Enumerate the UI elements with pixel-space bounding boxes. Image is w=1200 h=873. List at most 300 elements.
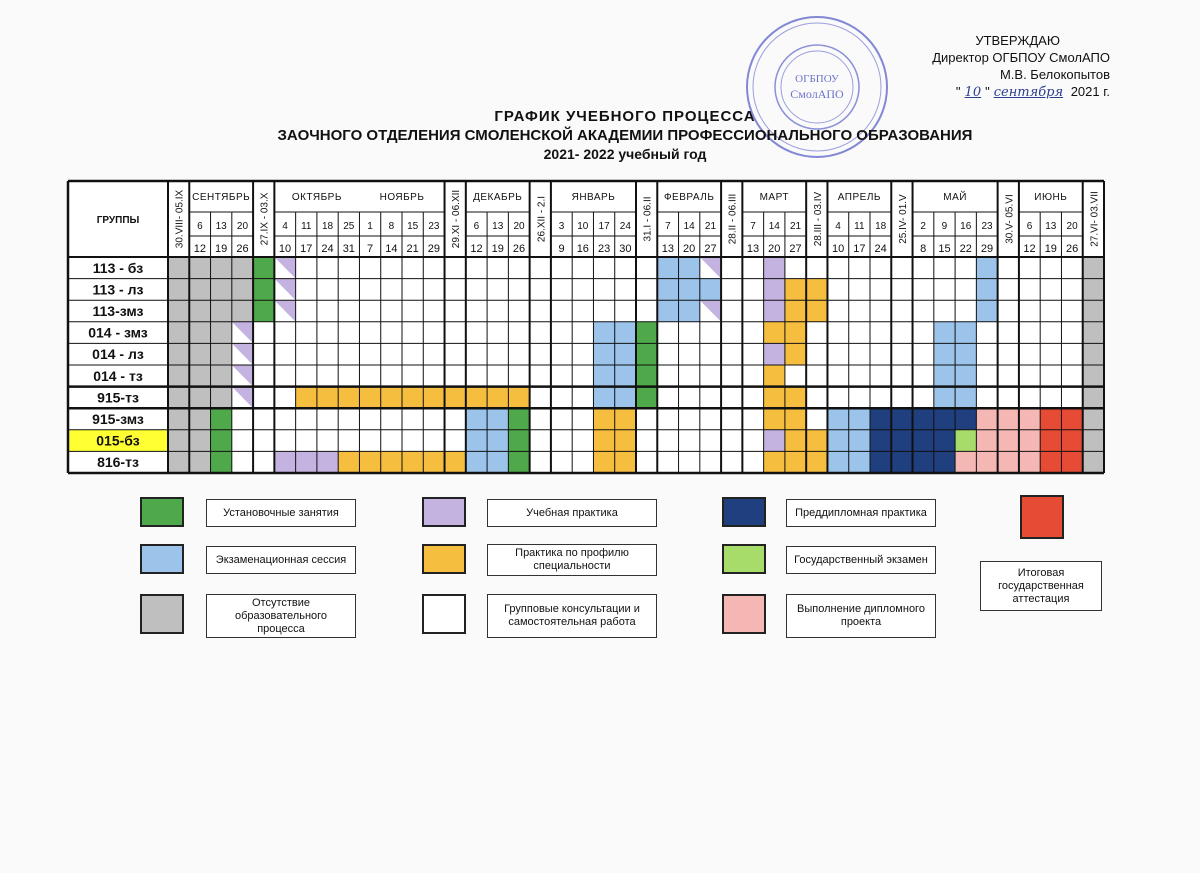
schedule-cell [764,300,785,322]
schedule-cell [572,279,593,301]
schedule-cell [806,257,827,279]
schedule-cell [1083,387,1104,409]
week-end-day: 26 [236,243,249,255]
schedule-cell [1019,343,1040,365]
schedule-cell [700,279,721,301]
schedule-cell [806,279,827,301]
legend-swatch-edu-practice [422,497,466,527]
schedule-cell [1019,279,1040,301]
schedule-cell [827,322,848,344]
schedule-cell [998,279,1019,301]
schedule-cell [1083,322,1104,344]
group-name: 816-тз [97,454,139,471]
week-end-day: 23 [597,243,611,255]
schedule-cell [976,322,997,344]
schedule-cell [487,343,508,365]
week-end-day: 9 [558,243,565,255]
schedule-cell [551,300,572,322]
schedule-cell [402,387,423,409]
schedule-cell [764,279,785,301]
schedule-cell [976,300,997,322]
week-start-day: 7 [750,221,756,232]
schedule-cell [806,300,827,322]
schedule-cell [274,343,295,365]
schedule-cell [955,451,976,473]
schedule-cell [679,279,700,301]
schedule-cell [849,408,870,430]
schedule-cell [445,387,466,409]
schedule-cell [806,430,827,452]
schedule-cell [1019,451,1040,473]
schedule-cell [849,257,870,279]
week-vertical-label: 31.I - 06.II [642,196,654,242]
schedule-cell [551,279,572,301]
schedule-cell [338,451,359,473]
schedule-cell [679,430,700,452]
schedule-cell [253,279,274,301]
schedule-cell [955,387,976,409]
schedule-cell [636,451,657,473]
legend-swatch-pre-diploma [722,497,766,527]
schedule-cell [636,322,657,344]
schedule-cell [700,451,721,473]
schedule-cell [466,451,487,473]
schedule-cell [296,322,317,344]
schedule-cell [168,365,189,387]
schedule-cell [445,257,466,279]
schedule-cell [764,408,785,430]
schedule-cell [359,322,380,344]
schedule-cell [381,279,402,301]
schedule-cell [955,322,976,344]
schedule-cell [679,300,700,322]
schedule-cell [381,387,402,409]
schedule-cell [423,387,444,409]
schedule-cell [359,451,380,473]
week-start-day: 18 [321,221,334,232]
week-end-day: 30 [619,243,632,255]
schedule-cell [232,257,253,279]
schedule-cell [764,365,785,387]
week-end-day: 27 [789,243,802,255]
schedule-cell [870,279,891,301]
schedule-cell [296,430,317,452]
schedule-cell [359,343,380,365]
schedule-cell [593,322,614,344]
date-year: 2021 г. [1070,84,1110,99]
schedule-cell [530,387,551,409]
schedule-cell [466,365,487,387]
schedule-cell [423,343,444,365]
legend-label-edu-practice: Учебная практика [487,499,657,527]
schedule-cell [274,322,295,344]
schedule-cell [189,279,210,301]
schedule-cell [976,365,997,387]
schedule-cell [211,451,232,473]
schedule-cell [530,279,551,301]
week-end-day: 19 [215,243,228,255]
approval-heading: УТВЕРЖДАЮ [975,33,1060,48]
schedule-cell [764,257,785,279]
schedule-cell [615,365,636,387]
schedule-cell [827,300,848,322]
schedule-cell [870,343,891,365]
schedule-cell [168,451,189,473]
schedule-cell [891,451,912,473]
schedule-cell [466,279,487,301]
schedule-cell [976,430,997,452]
schedule-cell [1019,408,1040,430]
schedule-cell [487,387,508,409]
schedule-cell [806,322,827,344]
schedule-cell [572,300,593,322]
schedule-cell [189,257,210,279]
schedule-cell [551,365,572,387]
schedule-cell [338,343,359,365]
week-end-day: 17 [853,243,866,255]
schedule-cell [1040,430,1061,452]
schedule-cell [508,279,529,301]
month-label: НОЯБРЬ [379,192,425,203]
week-start-day: 2 [920,221,926,232]
schedule-cell [870,430,891,452]
schedule-cell [211,408,232,430]
schedule-cell [849,387,870,409]
week-vertical-label: 25.IV- 01.V [897,194,909,244]
schedule-cell [381,451,402,473]
schedule-cell [721,300,742,322]
schedule-cell [593,430,614,452]
schedule-cell [742,343,763,365]
schedule-cell [615,451,636,473]
schedule-cell [934,322,955,344]
week-end-day: 12 [1023,243,1036,255]
schedule-cell [572,322,593,344]
week-start-day: 15 [407,221,419,232]
schedule-cell [530,430,551,452]
schedule-cell [849,365,870,387]
schedule-cell [423,430,444,452]
schedule-cell [1061,408,1082,430]
schedule-cell [189,322,210,344]
schedule-cell [232,430,253,452]
schedule-cell [1061,322,1082,344]
schedule-cell [998,451,1019,473]
week-vertical-label: 30.V- 05.VI [1004,194,1016,244]
schedule-cell [530,408,551,430]
schedule-cell [572,387,593,409]
schedule-cell [615,343,636,365]
schedule-cell [764,322,785,344]
schedule-cell [657,279,678,301]
schedule-cell [976,387,997,409]
schedule-cell [1061,257,1082,279]
schedule-cell [168,322,189,344]
group-name: 113 - бз [92,259,144,276]
schedule-cell [317,365,338,387]
schedule-cell [998,365,1019,387]
schedule-cell [785,408,806,430]
week-start-day: 14 [768,221,780,232]
schedule-cell [487,322,508,344]
week-start-day: 6 [473,221,480,232]
approval-position: Директор ОГБПОУ СмолАПО [932,50,1110,65]
month-label: ФЕВРАЛЬ [663,192,715,203]
schedule-cell [742,451,763,473]
schedule-cell [359,257,380,279]
schedule-cell [913,322,934,344]
schedule-cell [1061,279,1082,301]
schedule-cell [721,279,742,301]
schedule-cell [721,322,742,344]
group-name: 015-бз [96,432,140,449]
schedule-cell [296,257,317,279]
schedule-cell [211,343,232,365]
schedule-cell [955,257,976,279]
schedule-cell [402,365,423,387]
legend-label-prof-practice: Практика по профилю специальности [487,544,657,576]
week-start-day: 14 [683,221,695,232]
legend-label-install: Установочные занятия [206,499,356,527]
schedule-cell [423,365,444,387]
schedule-cell [1040,451,1061,473]
schedule-cell [317,279,338,301]
schedule-cell [913,408,934,430]
schedule-cell [487,430,508,452]
schedule-cell [806,365,827,387]
schedule-cell [764,430,785,452]
approval-date: " 10 " сентября 2021 г. [955,84,1110,100]
week-start-day: 13 [492,221,504,232]
schedule-cell [508,430,529,452]
schedule-cell [1040,257,1061,279]
week-start-day: 4 [282,221,288,232]
legend-label-exam: Экзаменационная сессия [206,546,356,574]
schedule-cell [1083,430,1104,452]
schedule-cell [998,257,1019,279]
schedule-cell [508,451,529,473]
schedule-cell [742,430,763,452]
schedule-cell [381,343,402,365]
schedule-cell [721,430,742,452]
schedule-cell [742,365,763,387]
schedule-cell [721,387,742,409]
schedule-cell [381,430,402,452]
schedule-cell [849,322,870,344]
schedule-cell [934,408,955,430]
schedule-cell [827,279,848,301]
week-start-day: 23 [981,221,993,232]
schedule-cell [274,408,295,430]
title-line-3: 2021- 2022 учебный год [543,146,707,162]
schedule-cell [636,257,657,279]
schedule-cell [1019,300,1040,322]
schedule-cell [211,257,232,279]
schedule-cell [785,387,806,409]
schedule-cell [1061,451,1082,473]
schedule-cell [402,257,423,279]
schedule-cell [551,322,572,344]
schedule-cell [913,343,934,365]
month-label: СЕНТЯБРЬ [192,192,251,203]
schedule-cell [572,408,593,430]
week-start-day: 20 [513,221,525,232]
schedule-cell [593,387,614,409]
schedule-cell [913,387,934,409]
schedule-cell [913,430,934,452]
schedule-cell [338,408,359,430]
schedule-cell [274,451,295,473]
schedule-cell [530,257,551,279]
schedule-cell [1083,279,1104,301]
schedule-cell [168,300,189,322]
schedule-cell [359,387,380,409]
schedule-cell [636,430,657,452]
legend-label-state-exam: Государственный экзамен [786,546,936,574]
schedule-cell [1040,343,1061,365]
schedule-cell [274,387,295,409]
schedule-cell [189,343,210,365]
schedule-cell [870,387,891,409]
schedule-cell [913,365,934,387]
schedule-cell [508,408,529,430]
approval-name: М.В. Белокопытов [999,67,1110,82]
week-vertical-label: 27.IX - 03.X [259,192,271,246]
schedule-cell [700,387,721,409]
schedule-cell [742,300,763,322]
week-vertical-label: 30.VIII- 05.IX [174,189,186,249]
schedule-cell [721,451,742,473]
schedule-cell [1040,279,1061,301]
schedule-cell [998,300,1019,322]
schedule-cell [423,279,444,301]
schedule-cell [296,387,317,409]
schedule-cell [338,430,359,452]
week-vertical-label: 28.II - 06.III [727,193,739,245]
legend-swatch-exam [140,544,184,574]
schedule-cell [572,451,593,473]
schedule-cell [721,408,742,430]
schedule-cell [423,408,444,430]
schedule-cell [445,365,466,387]
week-end-day: 13 [746,243,760,255]
schedule-cell [466,430,487,452]
schedule-cell [381,300,402,322]
schedule-cell [976,451,997,473]
schedule-cell [211,365,232,387]
schedule-cell [891,365,912,387]
week-start-day: 21 [704,221,717,232]
schedule-cell [168,343,189,365]
schedule-cell [657,451,678,473]
week-start-day: 20 [236,221,249,232]
schedule-cell [445,430,466,452]
schedule-cell [721,257,742,279]
schedule-cell [296,343,317,365]
schedule-cell [700,430,721,452]
legend-swatch-consult [422,594,466,634]
schedule-cell [891,343,912,365]
week-start-day: 16 [960,221,972,232]
schedule-cell [296,408,317,430]
schedule-cell [1019,430,1040,452]
schedule-cell [870,408,891,430]
schedule-cell [827,365,848,387]
schedule-cell [359,279,380,301]
schedule-cell [551,343,572,365]
schedule-cell [466,408,487,430]
schedule-cell [679,387,700,409]
schedule-cell [1040,387,1061,409]
week-end-day: 12 [470,243,483,255]
schedule-cell [445,300,466,322]
week-end-day: 20 [683,243,696,255]
schedule-cell [870,300,891,322]
schedule-cell [508,322,529,344]
schedule-cell [1040,322,1061,344]
schedule-cell [317,300,338,322]
schedule-cell [296,365,317,387]
schedule-cell [785,257,806,279]
schedule-cell [189,430,210,452]
month-label: АПРЕЛЬ [837,192,881,203]
schedule-cell [955,365,976,387]
schedule-cell [998,387,1019,409]
schedule-cell [189,451,210,473]
group-name: 014 - лз [92,346,144,363]
schedule-cell [785,430,806,452]
schedule-cell [508,257,529,279]
schedule-cell [253,300,274,322]
schedule-cell [636,365,657,387]
schedule-cell [168,387,189,409]
schedule-cell [551,387,572,409]
schedule-cell [1083,257,1104,279]
schedule-cell [785,365,806,387]
schedule-cell [593,365,614,387]
schedule-cell [423,257,444,279]
schedule-cell [849,430,870,452]
schedule-cell [189,300,210,322]
schedule-cell [551,451,572,473]
schedule-cell [891,322,912,344]
schedule-cell [487,257,508,279]
schedule-cell [317,257,338,279]
schedule-cell [870,451,891,473]
schedule-cell [423,451,444,473]
schedule-cell [636,408,657,430]
schedule-cell [508,365,529,387]
schedule-cell [742,322,763,344]
schedule-cell [211,300,232,322]
schedule-cell [551,257,572,279]
schedule-cell [232,279,253,301]
schedule-cell [891,279,912,301]
schedule-cell [466,343,487,365]
schedule-cell [742,257,763,279]
schedule-cell [338,387,359,409]
schedule-cell [806,343,827,365]
schedule-cell [615,279,636,301]
schedule-cell [764,451,785,473]
schedule-cell [849,279,870,301]
schedule-cell [827,343,848,365]
schedule-cell [679,408,700,430]
date-day: 10 [964,85,982,100]
schedule-cell [615,408,636,430]
week-start-day: 11 [854,221,865,232]
week-end-day: 22 [959,243,972,255]
